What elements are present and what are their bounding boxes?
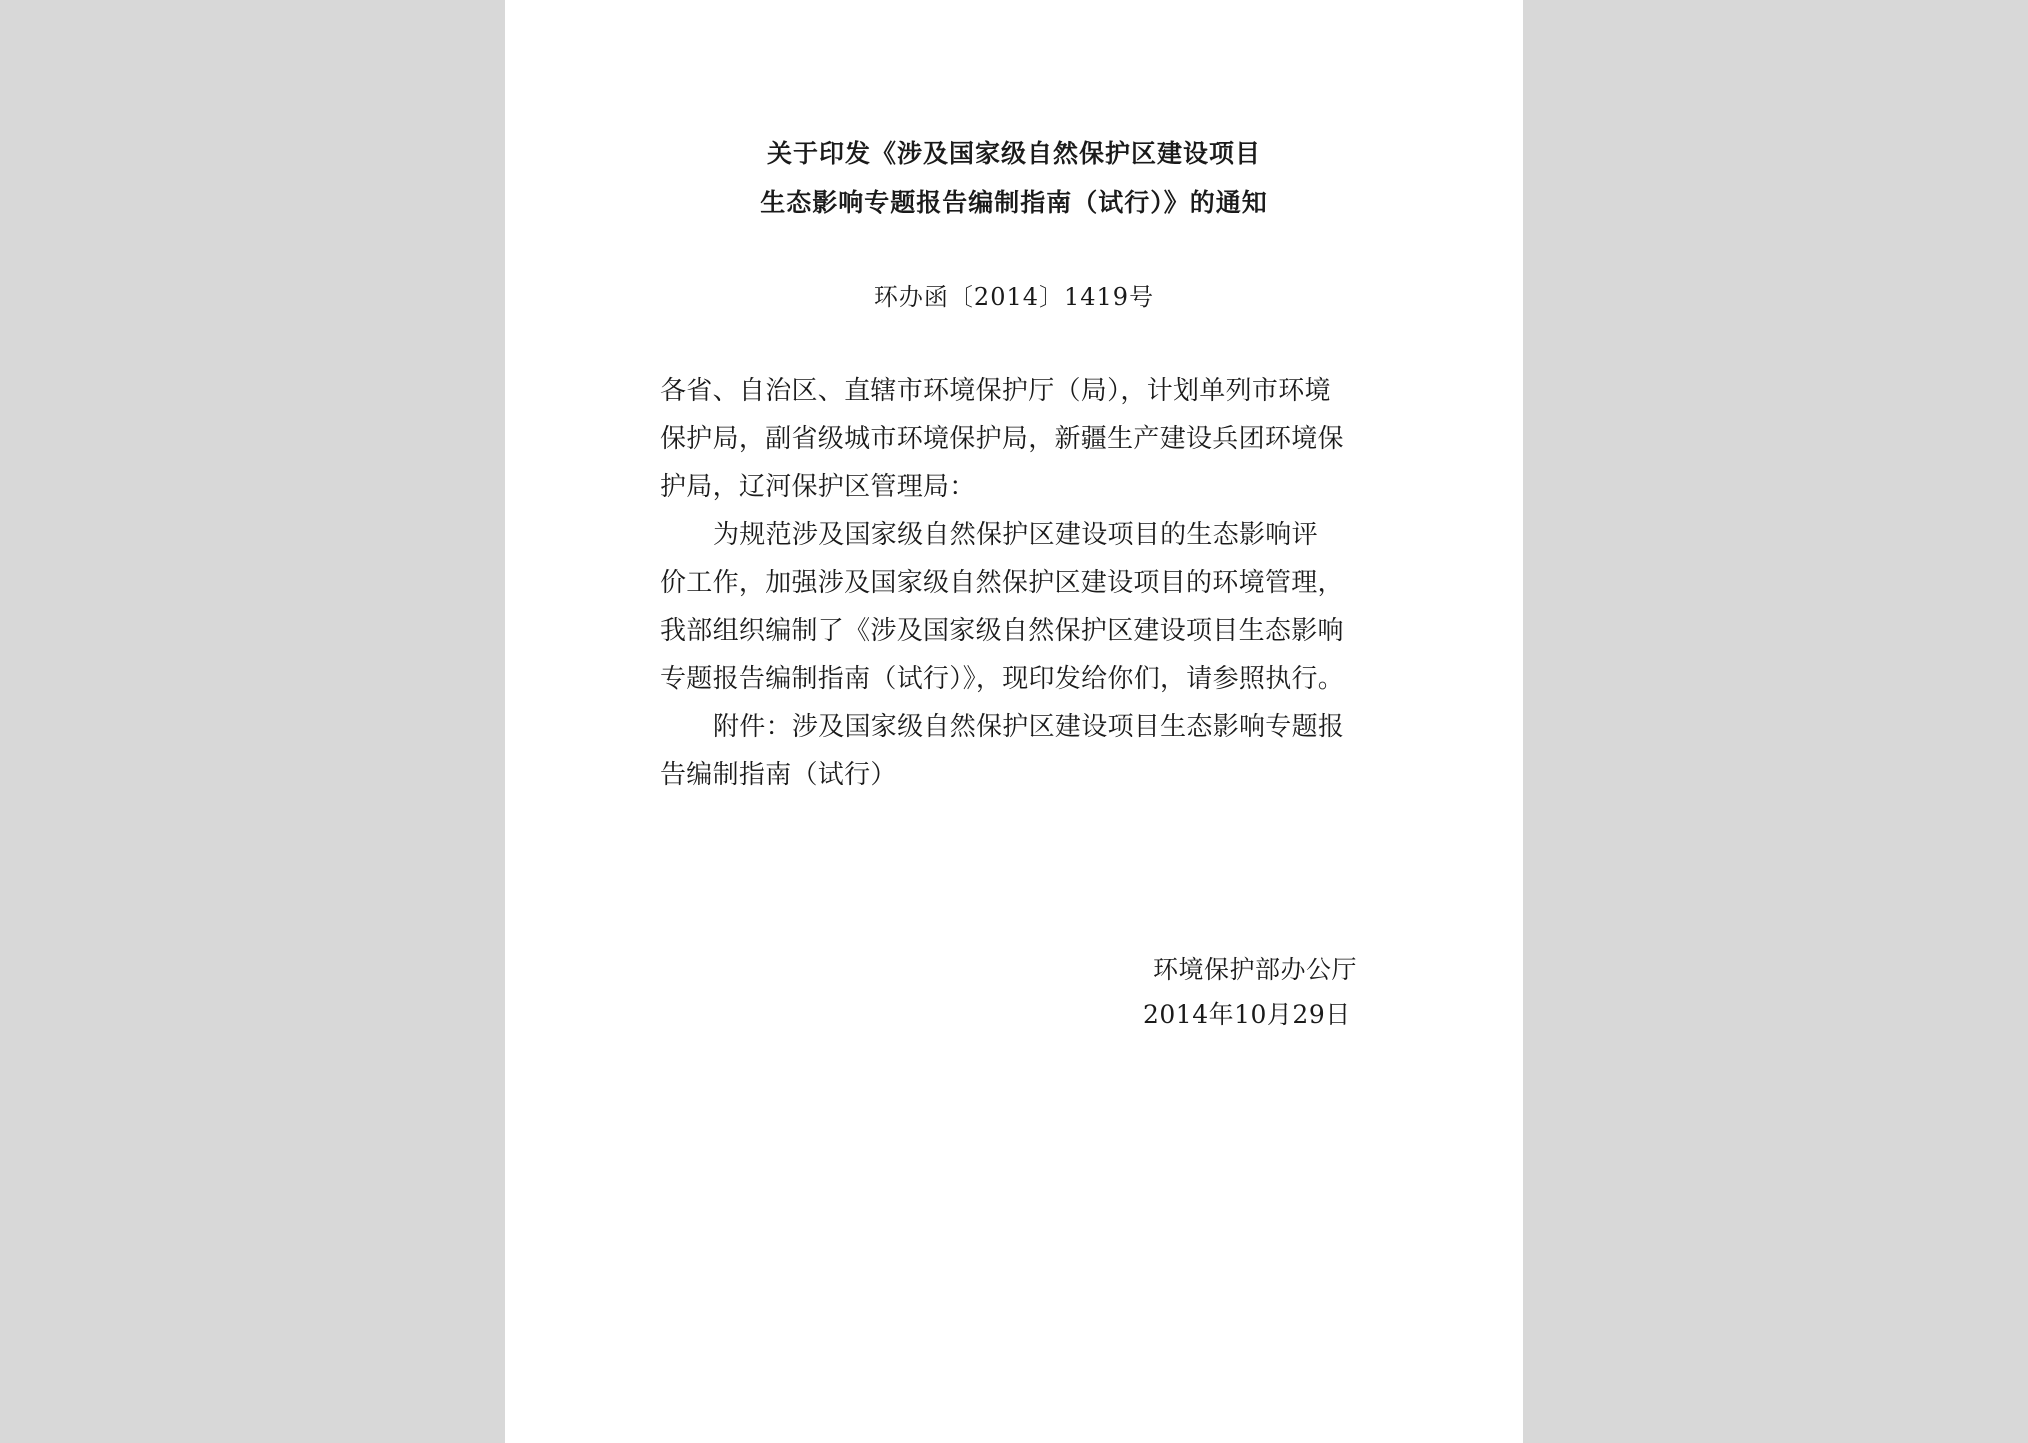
document-title-line-2: 生态影响专题报告编制指南（试行）》的通知 (760, 188, 1268, 217)
document-number: 环办函〔2014〕1419号 (873, 283, 1155, 311)
paragraph-line: 价工作，加强涉及国家级自然保护区建设项目的环境管理， (660, 568, 1344, 598)
addressee-line: 各省、自治区、直辖市环境保护厅（局），计划单列市环境 (660, 376, 1331, 406)
document-title-line-1: 关于印发《涉及国家级自然保护区建设项目 (766, 139, 1261, 168)
addressee-line: 护局，辽河保护区管理局： (660, 472, 976, 502)
document-page (505, 0, 1523, 1443)
attachment-line: 告编制指南（试行） (660, 760, 897, 790)
signature-organization: 环境保护部办公厅 (1153, 955, 1358, 984)
attachment-line: 附件：涉及国家级自然保护区建设项目生态影响专题报 (713, 712, 1345, 742)
paragraph-line: 为规范涉及国家级自然保护区建设项目的生态影响评 (713, 520, 1318, 550)
addressee-line: 保护局，副省级城市环境保护局，新疆生产建设兵团环境保 (660, 424, 1344, 454)
signature-date: 2014年10月29日 (1143, 1000, 1351, 1029)
paragraph-line: 我部组织编制了《涉及国家级自然保护区建设项目生态影响 (660, 616, 1344, 646)
paragraph-line: 专题报告编制指南（试行）》，现印发给你们，请参照执行。 (660, 664, 1345, 694)
